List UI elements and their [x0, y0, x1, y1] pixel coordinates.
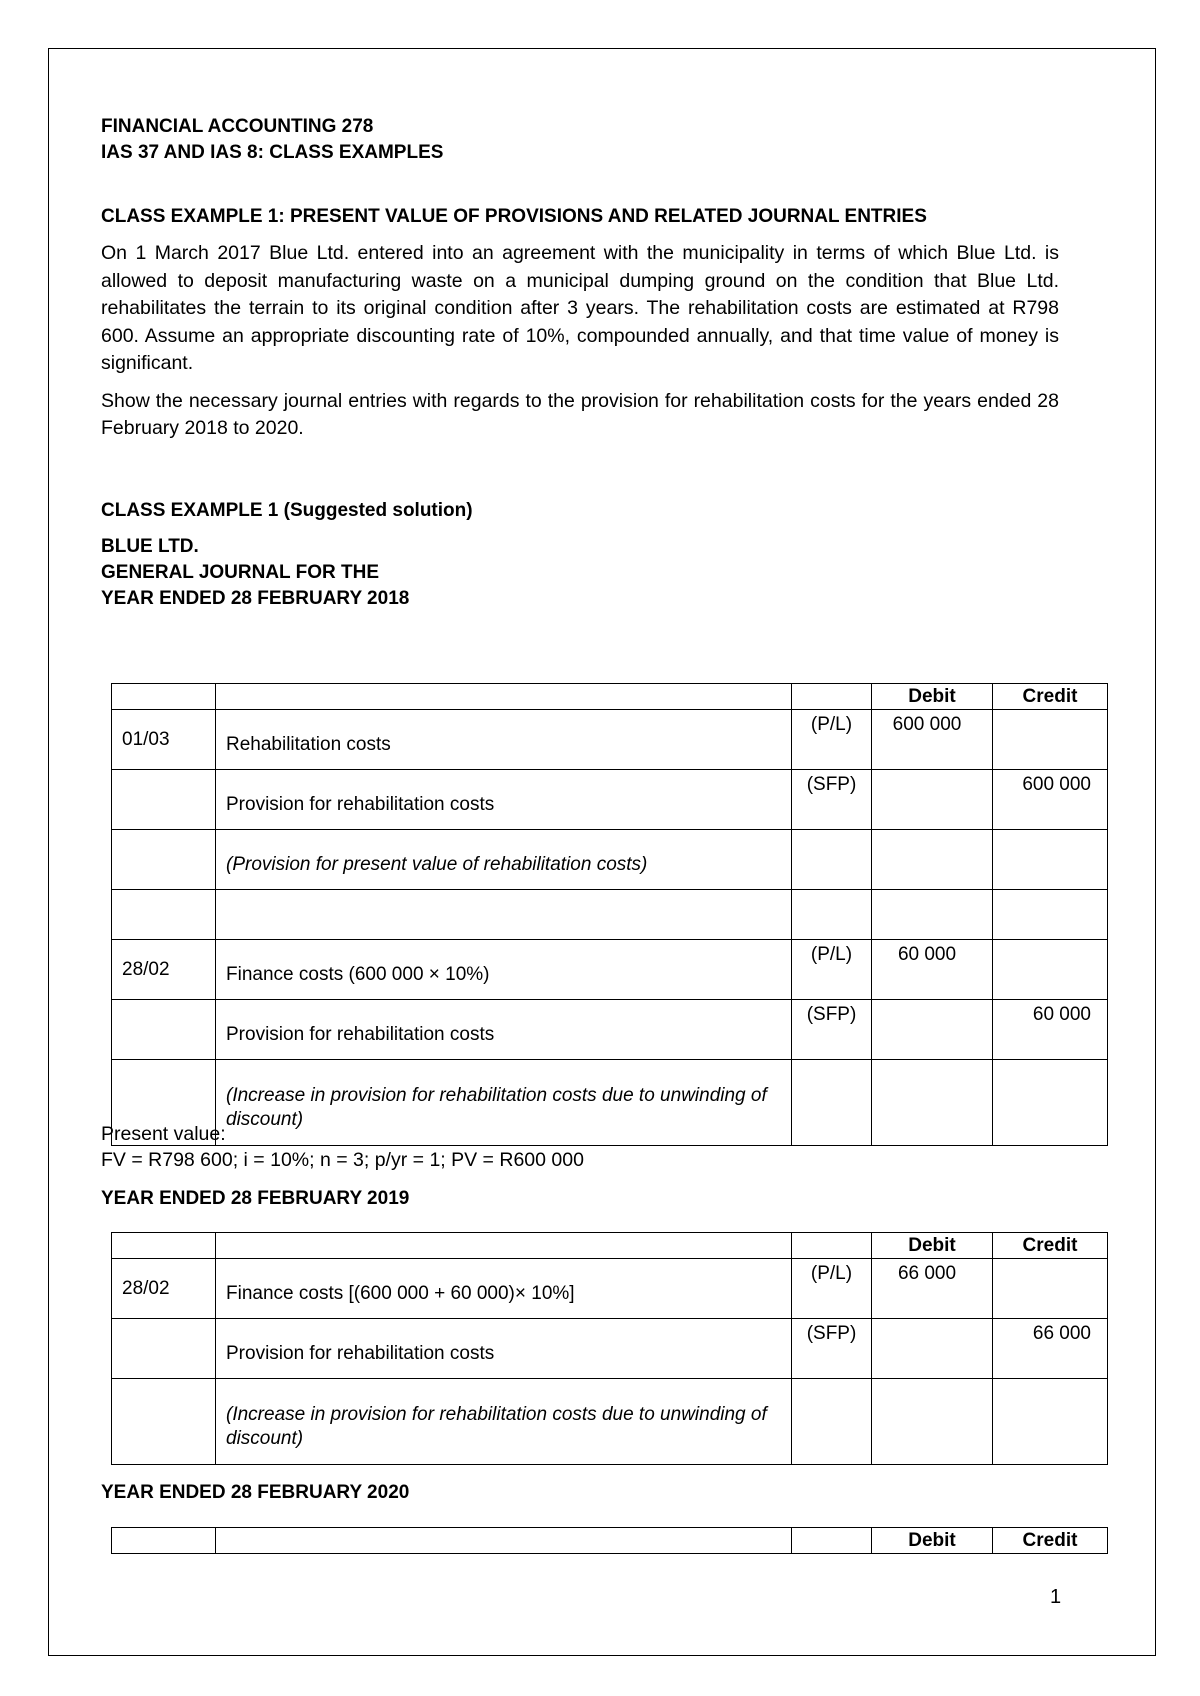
company-name: BLUE LTD.: [101, 535, 199, 557]
year-heading-2019: YEAR ENDED 28 FEBRUARY 2019: [101, 1188, 410, 1209]
document-subtitle: IAS 37 AND IAS 8: CLASS EXAMPLES: [101, 142, 444, 163]
debit-header: Debit: [872, 1528, 993, 1554]
entry-statement: (P/L): [792, 940, 872, 1000]
table-header-row: [112, 684, 1108, 710]
example-description: On 1 March 2017 Blue Ltd. entered into an agreement with the municipality in terms of which Blue Ltd. is allowed to deposit manufacturing waste on a municipal dumping ground on the condition that Blue Ltd. rehabilitates the terrain to its original condition after 3 years. The rehabilitation costs are estimated at R798 600. Assume an appropriate discounting rate of 10%, compounded annually, and that time value of money is significant.: [101, 242, 1059, 374]
table-header-row: [112, 1233, 1108, 1259]
credit-header: Credit: [993, 1528, 1108, 1554]
entry-narration: (Increase in provision for rehabilitation costs due to unwinding of discount): [216, 1060, 792, 1146]
entry-account: Finance costs (600 000 × 10%): [216, 940, 792, 1000]
journal-table-2020: [111, 1527, 1108, 1554]
table-row: [112, 940, 1108, 1000]
debit-header: Debit: [872, 684, 993, 710]
credit-header: Credit: [993, 1233, 1108, 1259]
entry-credit: [993, 1259, 1108, 1319]
table-row: [112, 1060, 1108, 1146]
present-value-calculation: FV = R798 600; i = 10%; n = 3; p/yr = 1; PV = R600 000: [101, 1149, 584, 1171]
entry-statement: (P/L): [792, 1259, 872, 1319]
entry-credit: [993, 940, 1108, 1000]
present-value-label: Present value:: [101, 1123, 226, 1145]
entry-credit: 60 000: [993, 1000, 1108, 1060]
page-number: 1: [1050, 1586, 1062, 1608]
entry-account: Rehabilitation costs: [216, 710, 792, 770]
entry-statement: (SFP): [792, 1000, 872, 1060]
journal-table-2019: [111, 1232, 1108, 1465]
entry-debit: [872, 1000, 993, 1060]
entry-debit: [872, 770, 993, 830]
table-row: [112, 770, 1108, 830]
entry-narration: (Provision for present value of rehabilitation costs): [216, 830, 792, 890]
entry-credit: 66 000: [993, 1319, 1108, 1379]
year-heading-2020: YEAR ENDED 28 FEBRUARY 2020: [101, 1482, 410, 1503]
entry-debit: [872, 1319, 993, 1379]
example-instruction: Show the necessary journal entries with regards to the provision for rehabilitation costs for the years ended 28 February 2018 to 2020.: [101, 389, 1059, 439]
solution-title: CLASS EXAMPLE 1 (Suggested solution): [101, 499, 473, 521]
table-row: [112, 1379, 1108, 1465]
entry-date: [112, 770, 216, 830]
journal-table-2018: [111, 683, 1108, 1146]
table-row: [112, 1319, 1108, 1379]
entry-credit: [993, 710, 1108, 770]
year-heading-2018: YEAR ENDED 28 FEBRUARY 2018: [101, 587, 410, 609]
entry-credit: 600 000: [993, 770, 1108, 830]
table-row: [112, 1259, 1108, 1319]
entry-statement: (SFP): [792, 1319, 872, 1379]
table-row: [112, 890, 1108, 940]
entry-date: [112, 1319, 216, 1379]
entry-account: Provision for rehabilitation costs: [216, 770, 792, 830]
table-row: [112, 1000, 1108, 1060]
entry-account: Provision for rehabilitation costs: [216, 1000, 792, 1060]
entry-debit: 66 000: [872, 1259, 993, 1319]
entry-account: Finance costs [(600 000 + 60 000)× 10%]: [216, 1259, 792, 1319]
entry-date: 28/02: [112, 940, 216, 1000]
credit-header: Credit: [993, 684, 1108, 710]
entry-date: [112, 1000, 216, 1060]
journal-title: GENERAL JOURNAL FOR THE: [101, 561, 379, 583]
table-header-row: [112, 1528, 1108, 1554]
table-row: [112, 830, 1108, 890]
entry-date: 28/02: [112, 1259, 216, 1319]
course-title: FINANCIAL ACCOUNTING 278: [101, 116, 374, 137]
entry-date: 01/03: [112, 710, 216, 770]
entry-debit: 60 000: [872, 940, 993, 1000]
document-body: [101, 114, 1059, 612]
example-title: CLASS EXAMPLE 1: PRESENT VALUE OF PROVISIONS AND RELATED JOURNAL ENTRIES: [101, 206, 927, 227]
entry-debit: 600 000: [872, 710, 993, 770]
table-row: [112, 710, 1108, 770]
entry-narration: (Increase in provision for rehabilitation costs due to unwinding of discount): [216, 1379, 792, 1465]
entry-statement: (P/L): [792, 710, 872, 770]
debit-header: Debit: [872, 1233, 993, 1259]
entry-statement: (SFP): [792, 770, 872, 830]
entry-account: Provision for rehabilitation costs: [216, 1319, 792, 1379]
